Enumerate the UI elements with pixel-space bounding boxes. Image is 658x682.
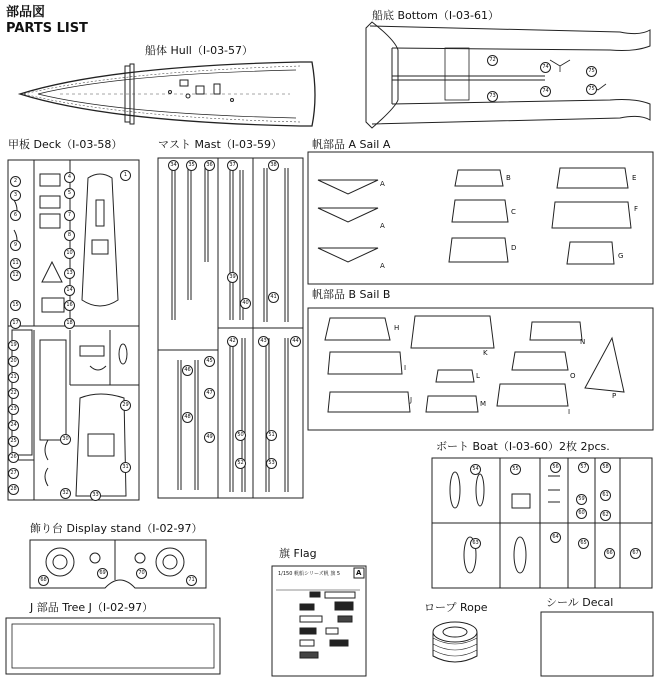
deck-part-number: 23 bbox=[8, 404, 19, 415]
deck-part-number: 31 bbox=[120, 462, 131, 473]
boat-part-number: 61 bbox=[600, 490, 611, 501]
mast-part-number: 48 bbox=[182, 412, 193, 423]
deck-part-number: 1 bbox=[120, 170, 131, 181]
sail-b-label-6: M bbox=[480, 400, 487, 408]
deck-part-number: 7 bbox=[64, 210, 75, 221]
deck-part-number: 5 bbox=[64, 188, 75, 199]
flag-sheet-letter: A bbox=[356, 569, 362, 577]
boat-part-number: 64 bbox=[550, 532, 561, 543]
mast-part-number: 47 bbox=[204, 388, 215, 399]
mast-part-number: 38 bbox=[268, 160, 279, 171]
bottom-part-number: 75 bbox=[586, 84, 597, 95]
boat-part-number: 62 bbox=[600, 510, 611, 521]
mast-part-number: 45 bbox=[204, 356, 215, 367]
sail-a-label-4: B bbox=[506, 174, 511, 182]
bottom-part-number: 73 bbox=[487, 91, 498, 102]
deck-part-number: 12 bbox=[10, 270, 21, 281]
rope-spool bbox=[433, 622, 477, 662]
sail-a-label-1: A bbox=[380, 180, 385, 188]
sail-b-label: 帆部品 B Sail B bbox=[312, 288, 391, 301]
sail-b-label-9: P bbox=[612, 392, 617, 400]
sail-b-label-1: H bbox=[394, 324, 400, 332]
rope-label: ロープ Rope bbox=[424, 601, 488, 614]
mast-part-number: 37 bbox=[227, 160, 238, 171]
deck-part-number: 15 bbox=[10, 300, 21, 311]
deck-part-number: 26 bbox=[8, 452, 19, 463]
boat-part-number: 57 bbox=[578, 462, 589, 473]
bottom-part-number: 74 bbox=[540, 62, 551, 73]
stand-part-number: 69 bbox=[97, 568, 108, 579]
mast-part-number: 39 bbox=[227, 272, 238, 283]
deck-part-number: 14 bbox=[64, 285, 75, 296]
deck-part-number: 6 bbox=[10, 210, 21, 221]
deck-part-number: 8 bbox=[64, 230, 75, 241]
mast-part-number: 50 bbox=[235, 430, 246, 441]
parts-title-en: PARTS LIST bbox=[6, 21, 88, 36]
sail-b-frame bbox=[308, 308, 653, 430]
mast-part-number: 43 bbox=[258, 336, 269, 347]
deck-part-number: 30 bbox=[60, 434, 71, 445]
boat-part-number: 55 bbox=[510, 464, 521, 475]
hull-part bbox=[20, 62, 315, 126]
sail-a-label: 帆部品 A Sail A bbox=[312, 138, 391, 151]
sail-b-label-3: J bbox=[410, 396, 413, 404]
sail-b-label-5: L bbox=[476, 372, 480, 380]
parts-title-jp: 部品図 bbox=[6, 5, 46, 20]
deck-part-number: 32 bbox=[60, 488, 71, 499]
boat-sprue bbox=[432, 458, 652, 588]
deck-part-number: 27 bbox=[8, 468, 19, 479]
sail-a-label-7: E bbox=[632, 174, 637, 182]
deck-part-number: 28 bbox=[8, 484, 19, 495]
boat-part-number: 66 bbox=[604, 548, 615, 559]
deck-part-number: 24 bbox=[8, 420, 19, 431]
flag-sheet-header: 1/150 帆船シリーズ帆 旗 5 bbox=[278, 571, 341, 577]
sail-a-label-5: C bbox=[511, 208, 516, 216]
deck-part-number: 19 bbox=[8, 340, 19, 351]
mast-sprue bbox=[158, 158, 303, 498]
boat-part-number: 54 bbox=[470, 464, 481, 475]
deck-part-number: 13 bbox=[64, 268, 75, 279]
deck-part-number: 25 bbox=[8, 436, 19, 447]
deck-part-number: 29 bbox=[120, 400, 131, 411]
display-stand-part bbox=[30, 540, 206, 588]
sail-b-label-7: N bbox=[580, 338, 586, 346]
tree-j-frame bbox=[6, 618, 220, 674]
sail-a-frame bbox=[308, 152, 653, 284]
tree-j-label: J 部品 Tree J（I-02-97） bbox=[30, 601, 154, 614]
deck-part-number: 4 bbox=[64, 172, 75, 183]
boat-part-number: 56 bbox=[550, 462, 561, 473]
bottom-part bbox=[366, 22, 650, 128]
bottom-part-number: 75 bbox=[586, 66, 597, 77]
mast-part-number: 46 bbox=[182, 365, 193, 376]
decal-sheet bbox=[541, 612, 653, 676]
boat-part-number: 65 bbox=[578, 538, 589, 549]
sail-b-label-10: I bbox=[568, 408, 571, 416]
deck-part-number: 9 bbox=[10, 240, 21, 251]
sail-a-label-2: A bbox=[380, 222, 385, 230]
mast-label: マスト Mast（I-03-59） bbox=[158, 138, 282, 151]
mast-part-number: 53 bbox=[266, 458, 277, 469]
mast-part-number: 42 bbox=[227, 336, 238, 347]
sail-a-label-9: G bbox=[618, 252, 624, 260]
stand-part-number: 68 bbox=[38, 575, 49, 586]
boat-part-number: 60 bbox=[576, 508, 587, 519]
deck-part-number: 18 bbox=[64, 318, 75, 329]
flag-sheet bbox=[272, 566, 366, 676]
deck-part-number: 33 bbox=[90, 490, 101, 501]
sail-b-label-2: I bbox=[404, 364, 407, 372]
mast-part-number: 34 bbox=[168, 160, 179, 171]
deck-part-number: 17 bbox=[10, 318, 21, 329]
deck-part-number: 3 bbox=[10, 190, 21, 201]
deck-part-number: 22 bbox=[8, 388, 19, 399]
mast-part-number: 36 bbox=[204, 160, 215, 171]
decal-label: シール Decal bbox=[546, 596, 614, 609]
boat-part-number: 59 bbox=[576, 494, 587, 505]
mast-part-number: 51 bbox=[266, 430, 277, 441]
deck-part-number: 11 bbox=[10, 258, 21, 269]
deck-label: 甲板 Deck（I-03-58） bbox=[8, 138, 123, 151]
deck-part-number: 10 bbox=[64, 248, 75, 259]
mast-part-number: 44 bbox=[290, 336, 301, 347]
display-stand-label: 飾り台 Display stand（I-02-97） bbox=[30, 522, 203, 535]
deck-part-number: 21 bbox=[8, 372, 19, 383]
boat-part-number: 63 bbox=[470, 538, 481, 549]
sail-a-label-3: A bbox=[380, 262, 385, 270]
flag-label: 旗 Flag bbox=[279, 547, 317, 560]
boat-part-number: 58 bbox=[600, 462, 611, 473]
mast-part-number: 49 bbox=[204, 432, 215, 443]
sail-b-label-4: K bbox=[483, 349, 488, 357]
deck-part-number: 16 bbox=[64, 300, 75, 311]
mast-part-number: 40 bbox=[240, 298, 251, 309]
mast-part-number: 35 bbox=[186, 160, 197, 171]
stand-part-number: 71 bbox=[186, 575, 197, 586]
deck-part-number: 20 bbox=[8, 356, 19, 367]
deck-part-number: 2 bbox=[10, 176, 21, 187]
bottom-part-number: 74 bbox=[540, 86, 551, 97]
sail-a-label-8: F bbox=[634, 205, 639, 213]
hull-label: 船体 Hull（I-03-57） bbox=[145, 44, 254, 57]
boat-label: ボート Boat（I-03-60）2枚 2pcs. bbox=[436, 440, 610, 453]
boat-part-number: 67 bbox=[630, 548, 641, 559]
sail-a-label-6: D bbox=[511, 244, 517, 252]
bottom-part-number: 72 bbox=[487, 55, 498, 66]
bottom-label: 船底 Bottom（I-03-61） bbox=[372, 9, 500, 22]
mast-part-number: 52 bbox=[235, 458, 246, 469]
mast-part-number: 41 bbox=[268, 292, 279, 303]
stand-part-number: 70 bbox=[136, 568, 147, 579]
sail-b-label-8: O bbox=[570, 372, 576, 380]
